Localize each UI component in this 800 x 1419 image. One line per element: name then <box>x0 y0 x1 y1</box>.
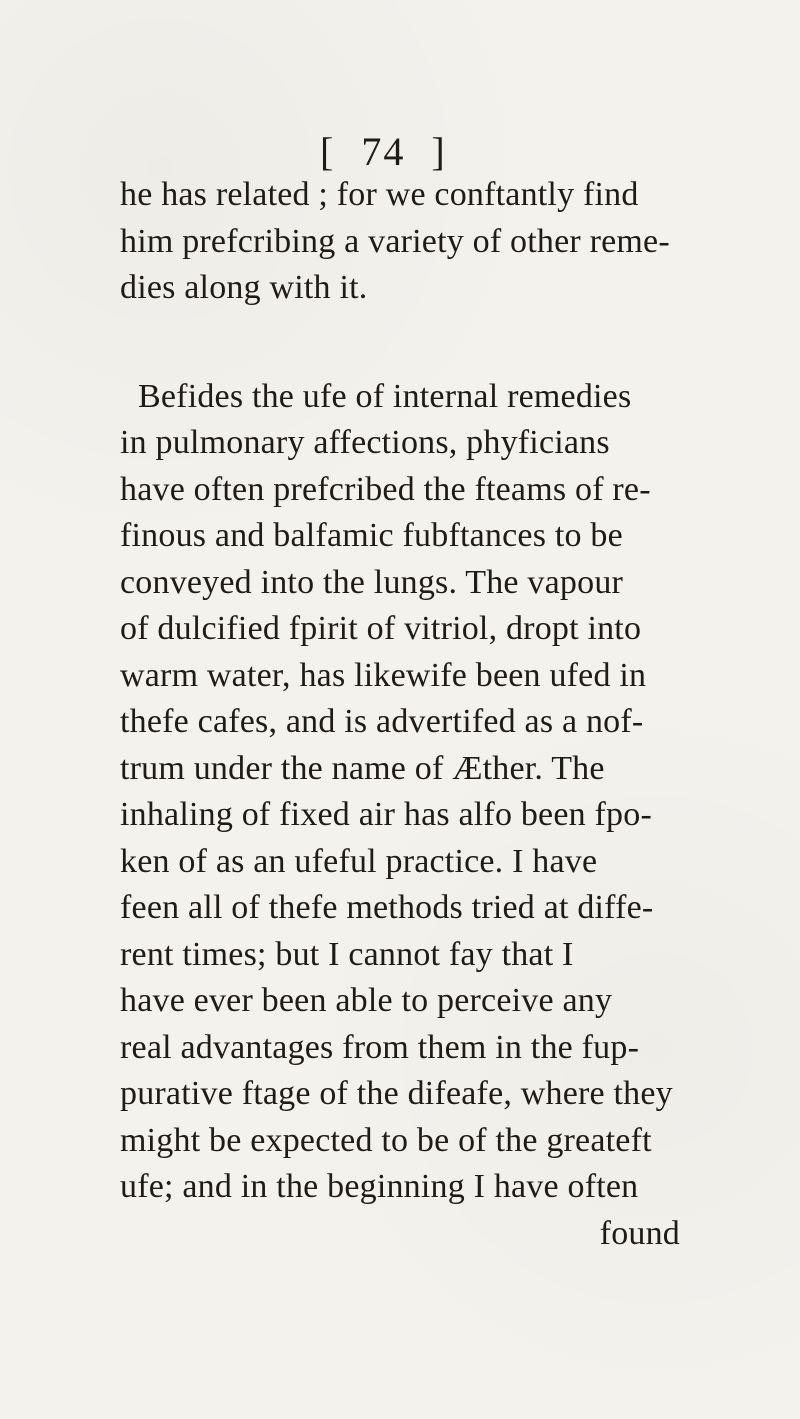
text-line: Befides the ufe of internal remedies <box>138 377 632 415</box>
text-line: inhaling of fixed air has alfo been fpo- <box>120 796 652 833</box>
text-line: ufe; and in the beginning I have often <box>120 1168 639 1205</box>
page-number: 74 <box>361 129 406 174</box>
left-bracket: [ <box>320 129 336 174</box>
catchword: found <box>599 1214 680 1252</box>
text-line: warm water, has likewife been ufed in <box>120 656 647 694</box>
text-line: him prefcribing a variety of other reme- <box>120 222 670 260</box>
text-line: feen all of thefe methods tried at diffe- <box>120 889 654 926</box>
text-line: he has related ; for we conftantly find <box>120 176 639 213</box>
text-line: ken of as an ufeful practice. I have <box>120 842 598 880</box>
text-line: rent times; but I cannot fay that I <box>120 935 574 973</box>
page-header <box>320 129 447 174</box>
text-line: in pulmonary affections, phyficians <box>120 424 610 461</box>
text-line: might be expected to be of the greateft <box>120 1121 652 1159</box>
text-line: trum under the name of Æther. The <box>120 749 605 787</box>
text-line: thefe cafes, and is advertifed as a nof- <box>120 703 644 740</box>
text-line: have ever been able to perceive any <box>120 982 613 1019</box>
text-line: finous and balfamic fubftances to be <box>120 517 623 554</box>
text-line: real advantages from them in the fup- <box>120 1028 640 1066</box>
text-line: have often prefcribed the fteams of re- <box>120 470 651 508</box>
text-line: purative ftage of the difeafe, where they <box>120 1075 673 1112</box>
text-line: dies along with it. <box>120 269 368 306</box>
text-line: of dulcified fpirit of vitriol, dropt into <box>120 610 642 647</box>
paragraph-gap <box>120 312 680 374</box>
body-text <box>120 172 680 1257</box>
right-bracket: ] <box>431 129 447 174</box>
text-line: conveyed into the lungs. The vapour <box>120 563 624 601</box>
